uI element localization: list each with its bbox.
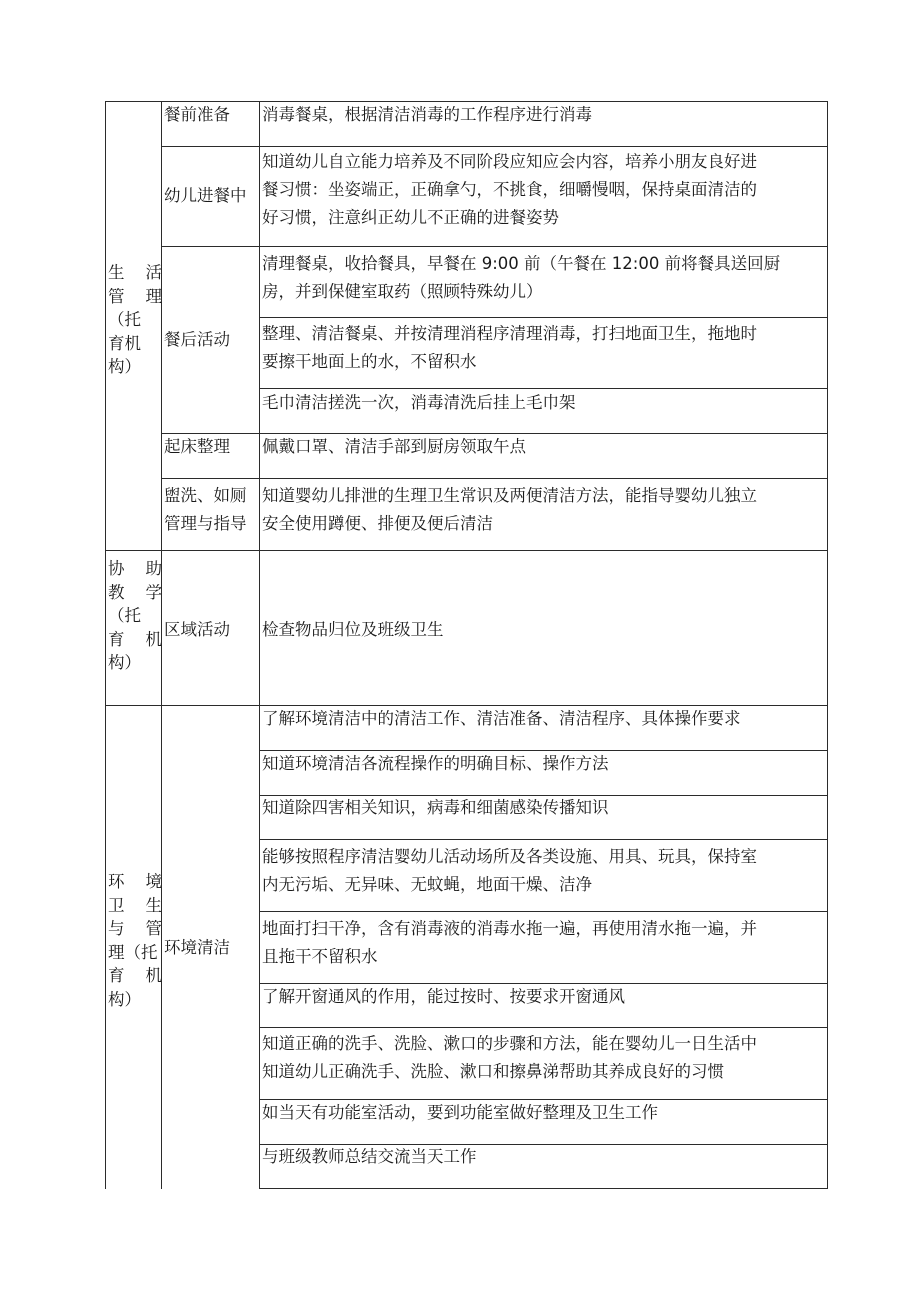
subitem-wake-up: 起床整理 — [164, 437, 230, 456]
category-environment-hygiene: 环 境 卫 生 与 管 理（托 育 机 构） — [108, 872, 162, 1009]
content-line: 如当天有功能室活动，要到功能室做好整理及卫生工作 — [262, 1103, 658, 1122]
subitem-pre-meal: 餐前准备 — [164, 105, 230, 124]
content-line: 整理、清洁餐桌、并按清理消程序清理消毒，打扫地面卫生，拖地时 — [262, 324, 757, 343]
column-divider-2 — [259, 101, 260, 1189]
section-divider-1 — [105, 550, 828, 551]
content-line: 了解环境清洁中的清洁工作、清洁准备、清洁程序、具体操作要求 — [262, 709, 741, 728]
content-line: 与班级教师总结交流当天工作 — [262, 1147, 477, 1166]
row-divider — [259, 911, 828, 912]
content-line: 知道幼儿正确洗手、洗脸、漱口和擦鼻涕帮助其养成良好的习惯 — [262, 1062, 724, 1081]
subitem-toilet-line2: 管理与指导 — [164, 514, 247, 533]
table-border-bottom — [259, 1188, 828, 1189]
content-line: 好习惯，注意纠正幼儿不正确的进餐姿势 — [262, 208, 559, 227]
content-line: 房，并到保健室取药（照顾特殊幼儿） — [262, 282, 543, 301]
content-line: 知道除四害相关知识，病毒和细菌感染传播知识 — [262, 798, 609, 817]
subitem-after-meal: 餐后活动 — [164, 330, 230, 349]
subitem-area-activity: 区域活动 — [164, 620, 230, 639]
content-line: 检查物品归位及班级卫生 — [262, 620, 444, 639]
content-line: 消毒餐桌，根据清洁消毒的工作程序进行消毒 — [262, 105, 592, 124]
content-line: 了解开窗通风的作用，能过按时、按要求开窗通风 — [262, 987, 625, 1006]
content-line: 内无污垢、无异味、无蚊蝇，地面干燥、洁净 — [262, 875, 592, 894]
content-line: 安全使用蹲便、排便及便后清洁 — [262, 514, 493, 533]
content-line: 且拖干不留积水 — [262, 947, 378, 966]
content-line: 知道正确的洗手、洗脸、漱口的步骤和方法，能在婴幼儿一日生活中 — [262, 1034, 757, 1053]
content-line: 要擦干地面上的水，不留积水 — [262, 352, 477, 371]
subitem-toilet-line1: 盥洗、如厕 — [164, 486, 247, 505]
category-assist-teaching: 协 助 教 学 （托 育 机 构） — [108, 559, 162, 672]
content-line: 知道环境清洁各流程操作的明确目标、操作方法 — [262, 754, 609, 773]
row-divider — [161, 478, 828, 479]
row-divider — [161, 246, 828, 247]
content-line: 地面打扫干净，含有消毒液的消毒水拖一遍，再使用清水拖一遍，并 — [262, 919, 757, 938]
content-line: 餐习惯：坐姿端正，正确拿勺，不挑食，细嚼慢咽，保持桌面清洁的 — [262, 180, 757, 199]
content-line: 知道婴幼儿排泄的生理卫生常识及两便清洁方法，能指导婴幼儿独立 — [262, 486, 757, 505]
category-life-management: 生 活 管 理 （托 育机 构） — [108, 263, 162, 376]
row-divider — [259, 839, 828, 840]
table-border-right — [827, 101, 828, 1189]
content-line: 毛巾清洁搓洗一次，消毒清洗后挂上毛巾架 — [262, 393, 576, 412]
content-line: 知道幼儿自立能力培养及不同阶段应知应会内容，培养小朋友良好进 — [262, 152, 757, 171]
row-divider — [259, 317, 828, 318]
content-line: 能够按照程序清洁婴幼儿活动场所及各类设施、用具、玩具，保持室 — [262, 847, 757, 866]
row-divider — [161, 146, 828, 147]
content-line: 清理餐桌，收拾餐具，早餐在 9:00 前（午餐在 12:00 前将餐具送回厨 — [262, 254, 781, 273]
content-line: 佩戴口罩、清洁手部到厨房领取午点 — [262, 437, 526, 456]
subitem-during-meal: 幼儿进餐中 — [164, 186, 247, 205]
row-divider — [259, 1027, 828, 1028]
subitem-env-clean: 环境清洁 — [164, 938, 230, 957]
table-border-left — [105, 101, 106, 1189]
